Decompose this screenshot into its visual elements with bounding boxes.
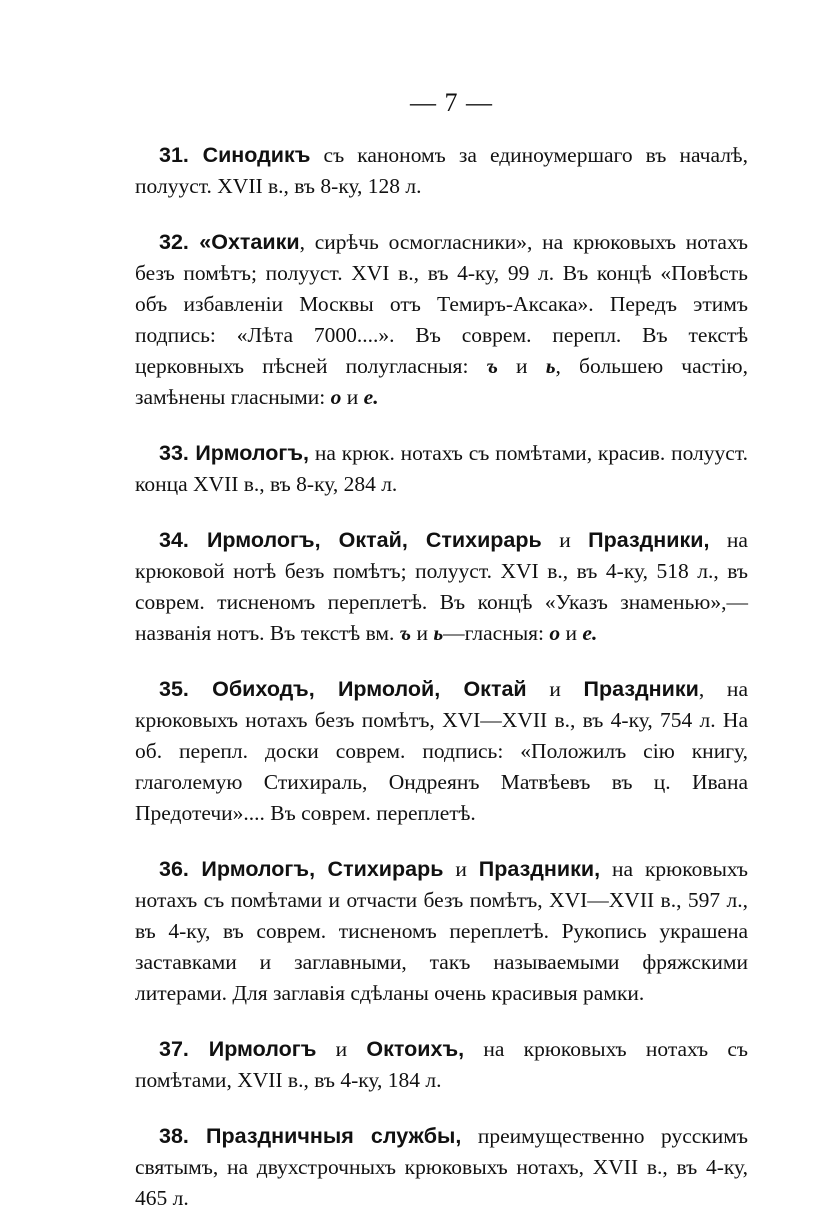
catalog-entry <box>135 525 748 649</box>
catalog-entry <box>135 674 748 829</box>
entry-title: Синодикъ <box>202 143 311 167</box>
entry-text: , сирѣчь осмогласники», на крюковыхъ нотахъ безъ помѣтъ; полууст. XVI в., въ 4-ку, 99 л. Въ концѣ «Повѣсть объ избавленіи Москвы отъ Темиръ-Аксака». Передъ этимъ подпись: «Лѣта 7000....». Въ соврем. перепл. Въ текстѣ церковныхъ пѣсней полугласныя: <box>135 230 748 378</box>
entry-title: «Охтаики <box>199 230 300 254</box>
entry-text: и <box>443 857 479 881</box>
entry-letter: е. <box>582 621 598 645</box>
entry-text: на крюковыхъ нотахъ съ помѣтами, XVII в., въ 4-ку, 184 л. <box>135 1037 748 1092</box>
catalog-entry <box>135 140 748 202</box>
entry-title: Праздники, <box>588 528 710 552</box>
entry-text: на крюк. нотахъ съ помѣтами, красив. полууст. конца XVII в., въ 8-ку, 284 л. <box>135 441 748 496</box>
entry-letter: о <box>549 621 561 645</box>
entry-number: 31. <box>159 143 203 167</box>
entry-text: и <box>411 621 434 645</box>
entry-title: Ирмологъ, Октай, Стихирарь <box>206 528 542 552</box>
entry-number: 34. <box>159 528 207 552</box>
entry-letter: о <box>330 385 342 409</box>
catalog-entry <box>135 227 748 413</box>
entry-number: 38. <box>159 1124 207 1148</box>
page-number: — 7 — <box>410 88 493 117</box>
entry-letter: ъ <box>399 621 412 645</box>
entry-title: Октоихъ, <box>366 1037 465 1061</box>
entry-title: Праздники <box>583 677 699 701</box>
entry-title: Ирмологъ, Стихирарь <box>201 857 444 881</box>
catalog-entry <box>135 1121 748 1214</box>
catalog-entries <box>135 140 748 1214</box>
catalog-entry <box>135 1034 748 1096</box>
entry-number: 36. <box>159 857 202 881</box>
entry-number: 33. <box>159 441 196 465</box>
entry-number: 32. <box>159 230 200 254</box>
entry-text: на крюковой нотѣ безъ помѣтъ; полууст. XVI в., въ 4-ку, 518 л., въ соврем. тисненомъ переплетѣ. Въ концѣ «Указъ знаменью»,—названія нотъ. Въ текстѣ вм. <box>135 528 748 645</box>
catalog-entry <box>135 854 748 1009</box>
entry-number: 35. <box>159 677 213 701</box>
entry-text: съ канономъ за единоумершаго въ началѣ, полууст. XVII в., въ 8-ку, 128 л. <box>135 143 748 198</box>
entry-text: преимущественно русскимъ святымъ, на двухстрочныхъ крюковыхъ нотахъ, XVII в., въ 4-ку, 465 л. <box>135 1124 748 1210</box>
entry-text: и <box>526 677 584 701</box>
entry-text: —гласныя: <box>443 621 550 645</box>
entry-text: и <box>341 385 364 409</box>
catalog-entry <box>135 438 748 500</box>
entry-title: Праздники, <box>478 857 601 881</box>
entry-letter: ь <box>545 354 556 378</box>
entry-number: 37. <box>159 1037 209 1061</box>
entry-title: Праздничныя службы, <box>206 1124 462 1148</box>
entry-text: и <box>316 1037 367 1061</box>
entry-text: , большею частію, замѣнены гласными: <box>135 354 748 409</box>
entry-text: и <box>541 528 589 552</box>
entry-text: на крюковыхъ нотахъ съ помѣтами и отчасти безъ помѣтъ, XVI—XVII в., 597 л., въ 4-ку, въ соврем. тисненомъ переплетѣ. Рукопись украшена заставками и заглавными, такъ называемыми фряжскими литерами. Для заглавія сдѣланы очень красивыя рамки. <box>135 857 748 1005</box>
entry-letter: е. <box>363 385 379 409</box>
entry-title: Ирмологъ <box>208 1037 317 1061</box>
entry-letter: ь <box>433 621 444 645</box>
entry-letter: ъ <box>486 354 498 378</box>
entry-text: и <box>497 354 546 378</box>
entry-title: Ирмологъ, <box>195 441 309 465</box>
entry-text: и <box>560 621 583 645</box>
entry-text: , на крюковыхъ нотахъ безъ помѣтъ, XVI—XVII в., въ 4-ку, 754 л. На об. перепл. доски соврем. подпись: «Положилъ сію книгу, глаголемую Стихираль, Ондреянъ Матвѣевъ въ ц. Ивана Предотечи».... Въ соврем. переплетѣ. <box>135 677 748 825</box>
entry-title: Обиходъ, Ирмолой, Октай <box>212 677 527 701</box>
